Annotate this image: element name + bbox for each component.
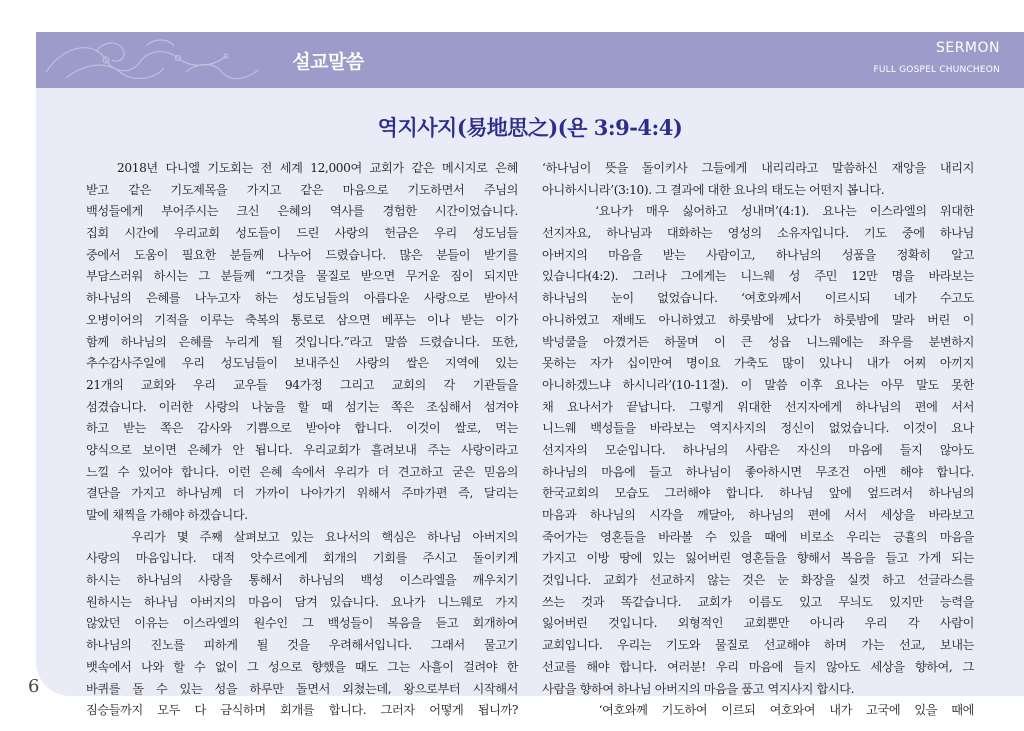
body-line: 바퀴를 돌 수 있는 성을 하루만 돌면서 외쳤는데, 왕으로부터 시작해서 [86,681,518,696]
body-line: 양식으로 보이면 은혜가 안 됩니다. 우리교회가 흘려보내 주는 사랑이라고 [86,442,518,457]
body-line: 받고 같은 기도제목을 가지고 같은 마음으로 기도하면서 주님의 [86,182,518,197]
body-line: ‘하나님이 뜻을 돌이키사 그들에게 내리리라고 말씀하신 재앙을 내리지 [542,161,974,175]
body-line: 함께 하나님의 은혜를 누리게 될 것입니다.”라고 말씀 드렸습니다. 또한, [86,334,518,349]
body-line: 아니하겠느냐 하시니라’(10-11절). 이 말씀 이후 요나는 아무 말도 못한 [542,377,974,392]
body-line: 하고 받는 쪽은 감사와 기쁨으로 받아야 합니다. 이것이 쌀로, 먹는 [86,421,518,436]
body-line: 아니하시니라’(3:10). 그 결과에 대한 요나의 태도는 어떤지 봅니다. [542,182,885,197]
body-line: 한국교회의 모습도 그러해야 합니다. 하나님 앞에 엎드려서 하나님의 [542,486,974,501]
body-line: ‘요나가 매우 싫어하고 성내며’(4:1). 요나는 이스라엘의 위대한 [542,204,974,219]
body-line: 선교를 해야 합니다. 여러분! 우리 마음에 들지 않아도 세상을 향하여, 그 [542,659,974,674]
body-line: 죽어가는 영혼들을 바라볼 수 있을 때에 비로소 우리는 긍휼의 마음을 [542,529,974,544]
section-title: 설교말씀 [292,50,364,73]
brand-church-name: FULL GOSPEL CHUNCHEON [873,65,1000,75]
decorative-flourish-icon [36,32,276,88]
body-line: 사람을 향하여 하나님 아버지의 마음을 품고 역지사지 합시다. [542,681,855,696]
body-line: 하나님의 눈이 없었습니다. ‘여호와께서 이르시되 네가 수고도 [542,291,974,306]
body-line: 것입니다. 교회가 선교하지 않는 것은 눈 화장을 실컷 하고 선글라스를 [542,573,974,588]
body-line: 21개의 교회와 우리 교우들 94가정 그리고 교회의 각 기관들을 [86,377,518,392]
body-line: 잃어버린 것입니다. 외형적인 교회뿐만 아니라 우리 각 사람이 [542,616,974,631]
body-line: ‘여호와께 기도하여 이르되 여호와여 내가 고국에 있을 때에 [542,703,974,718]
body-line: 우리가 몇 주째 살펴보고 있는 요나서의 핵심은 하나님 아버지의 [86,529,518,544]
body-line: 있습니다(4:2). 그러나 그에게는 니느웨 성 주민 12만 명을 바라보는 [542,269,974,284]
body-line: 부담스러워 하시는 그 분들께 “그것을 물질로 받으면 무거운 짐이 되지만 [86,269,518,284]
body-line: 결단을 가지고 하나님께 더 가까이 나아가기 위해서 주마가편 즉, 달리는 [86,486,518,501]
body-line: 못하는 자가 십이만여 명이요 가축도 많이 있나니 내가 어찌 아끼지 [542,356,974,371]
body-line: 아버지의 마음을 받는 사람이고, 하나님의 성품을 정확히 알고 [542,247,974,262]
body-line: 니느웨 백성들을 바라보는 역지사지의 정신이 없었습니다. 이것이 요나 [542,421,974,436]
body-line: 쓰는 것과 똑같습니다. 교회가 이름도 있고 무늬도 있지만 능력을 [542,594,974,609]
left-column [86,158,518,722]
body-line: 느낄 수 있어야 합니다. 이런 은혜 속에서 우리가 더 견고하고 굳은 믿음의 [86,464,518,479]
body-line: 채 요나서가 끝납니다. 그렇게 위대한 선지자에게 하나님의 편에 서서 [542,399,974,414]
body-line: 원하시는 하나님 아버지의 마음이 담겨 있습니다. 요나가 니느웨로 가지 [86,594,518,609]
body-line: 가지고 이방 땅에 있는 잃어버린 영혼들을 향해서 복음을 들고 가게 되는 [542,551,974,566]
right-column [542,158,974,722]
body-line: 마음과 하나님의 시각을 깨달아, 하나님의 편에 서서 세상을 바라보고 [542,508,974,522]
page-number: 6 [28,676,40,697]
body-line: 선지자요, 하나님과 대화하는 영성의 소유자입니다. 기도 중에 하나님 [542,226,974,241]
body-line: 하나님의 은혜를 나누고자 하는 성도님들의 아름다운 사랑으로 받아서 [86,291,518,306]
body-line: 선지자의 모순입니다. 하나님의 사람은 자신의 마음에 들지 않아도 [542,442,974,457]
body-line: 않았던 이유는 이스라엘의 원수인 그 백성들이 복음을 듣고 회개하여 [86,616,518,631]
brand-sermon: SERMON [935,40,1000,56]
body-line: 뱃속에서 나와 할 수 없이 그 성으로 향했을 때도 그는 사흘이 걸려야 한 [86,659,518,674]
body-line: 하시는 하나님의 사랑을 통해서 하나님의 백성 이스라엘을 깨우치기 [86,573,518,588]
body-line: 백성들에게 부어주시는 크신 은혜의 역사를 경험한 시간이었습니다. [86,204,518,219]
body-line: 짐승들까지 모두 다 금식하며 회개를 합니다. 그러자 어떻게 됩니까? [86,703,518,718]
body-line: 섬겼습니다. 이러한 사랑의 나눔을 할 때 섬기는 쪽은 조심해서 섬겨야 [86,399,518,414]
body-line: 하나님의 마음에 들고 하나님이 좋아하시면 무조건 아멘 해야 합니다. [542,464,974,479]
body-line: 아니하였고 재배도 아니하였고 하룻밤에 났다가 하룻밤에 말라 버린 이 [542,312,974,327]
article-title: 역지사지(易地思之)(욘 3:9-4:4) [377,115,683,140]
body-line: 사랑의 마음입니다. 대적 앗수르에게 회개의 기회를 주시고 돌이키게 [86,551,518,566]
body-line: 중에서 도움이 필요한 분들께 나누어 드렸습니다. 많은 분들이 받기를 [86,247,518,262]
body-line: 오병이어의 기적을 이루는 축복의 통로로 삼으면 베푸는 이나 받는 이가 [86,312,518,327]
body-line: 하나님의 진노를 피하게 될 것을 우려해서입니다. 그래서 물고기 [86,638,518,653]
title-area [36,104,1024,150]
body-line: 교회입니다. 우리는 기도와 물질로 선교해야 하며 가는 선교, 보내는 [542,638,974,653]
body-line: 2018년 다니엘 기도회는 전 세계 12,000여 교회가 같은 메시지로 은혜 [86,161,518,175]
body-line: 박넝쿨을 아꼈거든 하물며 이 큰 성읍 니느웨에는 좌우를 분변하지 [542,334,974,349]
body-line: 집회 시간에 우리교회 성도들이 드린 사랑의 헌금은 우리 성도님들 [86,226,518,241]
body-line: 추수감사주일에 우리 성도님들이 보내주신 사랑의 쌀은 지역에 있는 [86,356,518,371]
body-line: 말에 채찍을 가해야 하겠습니다. [86,508,248,522]
